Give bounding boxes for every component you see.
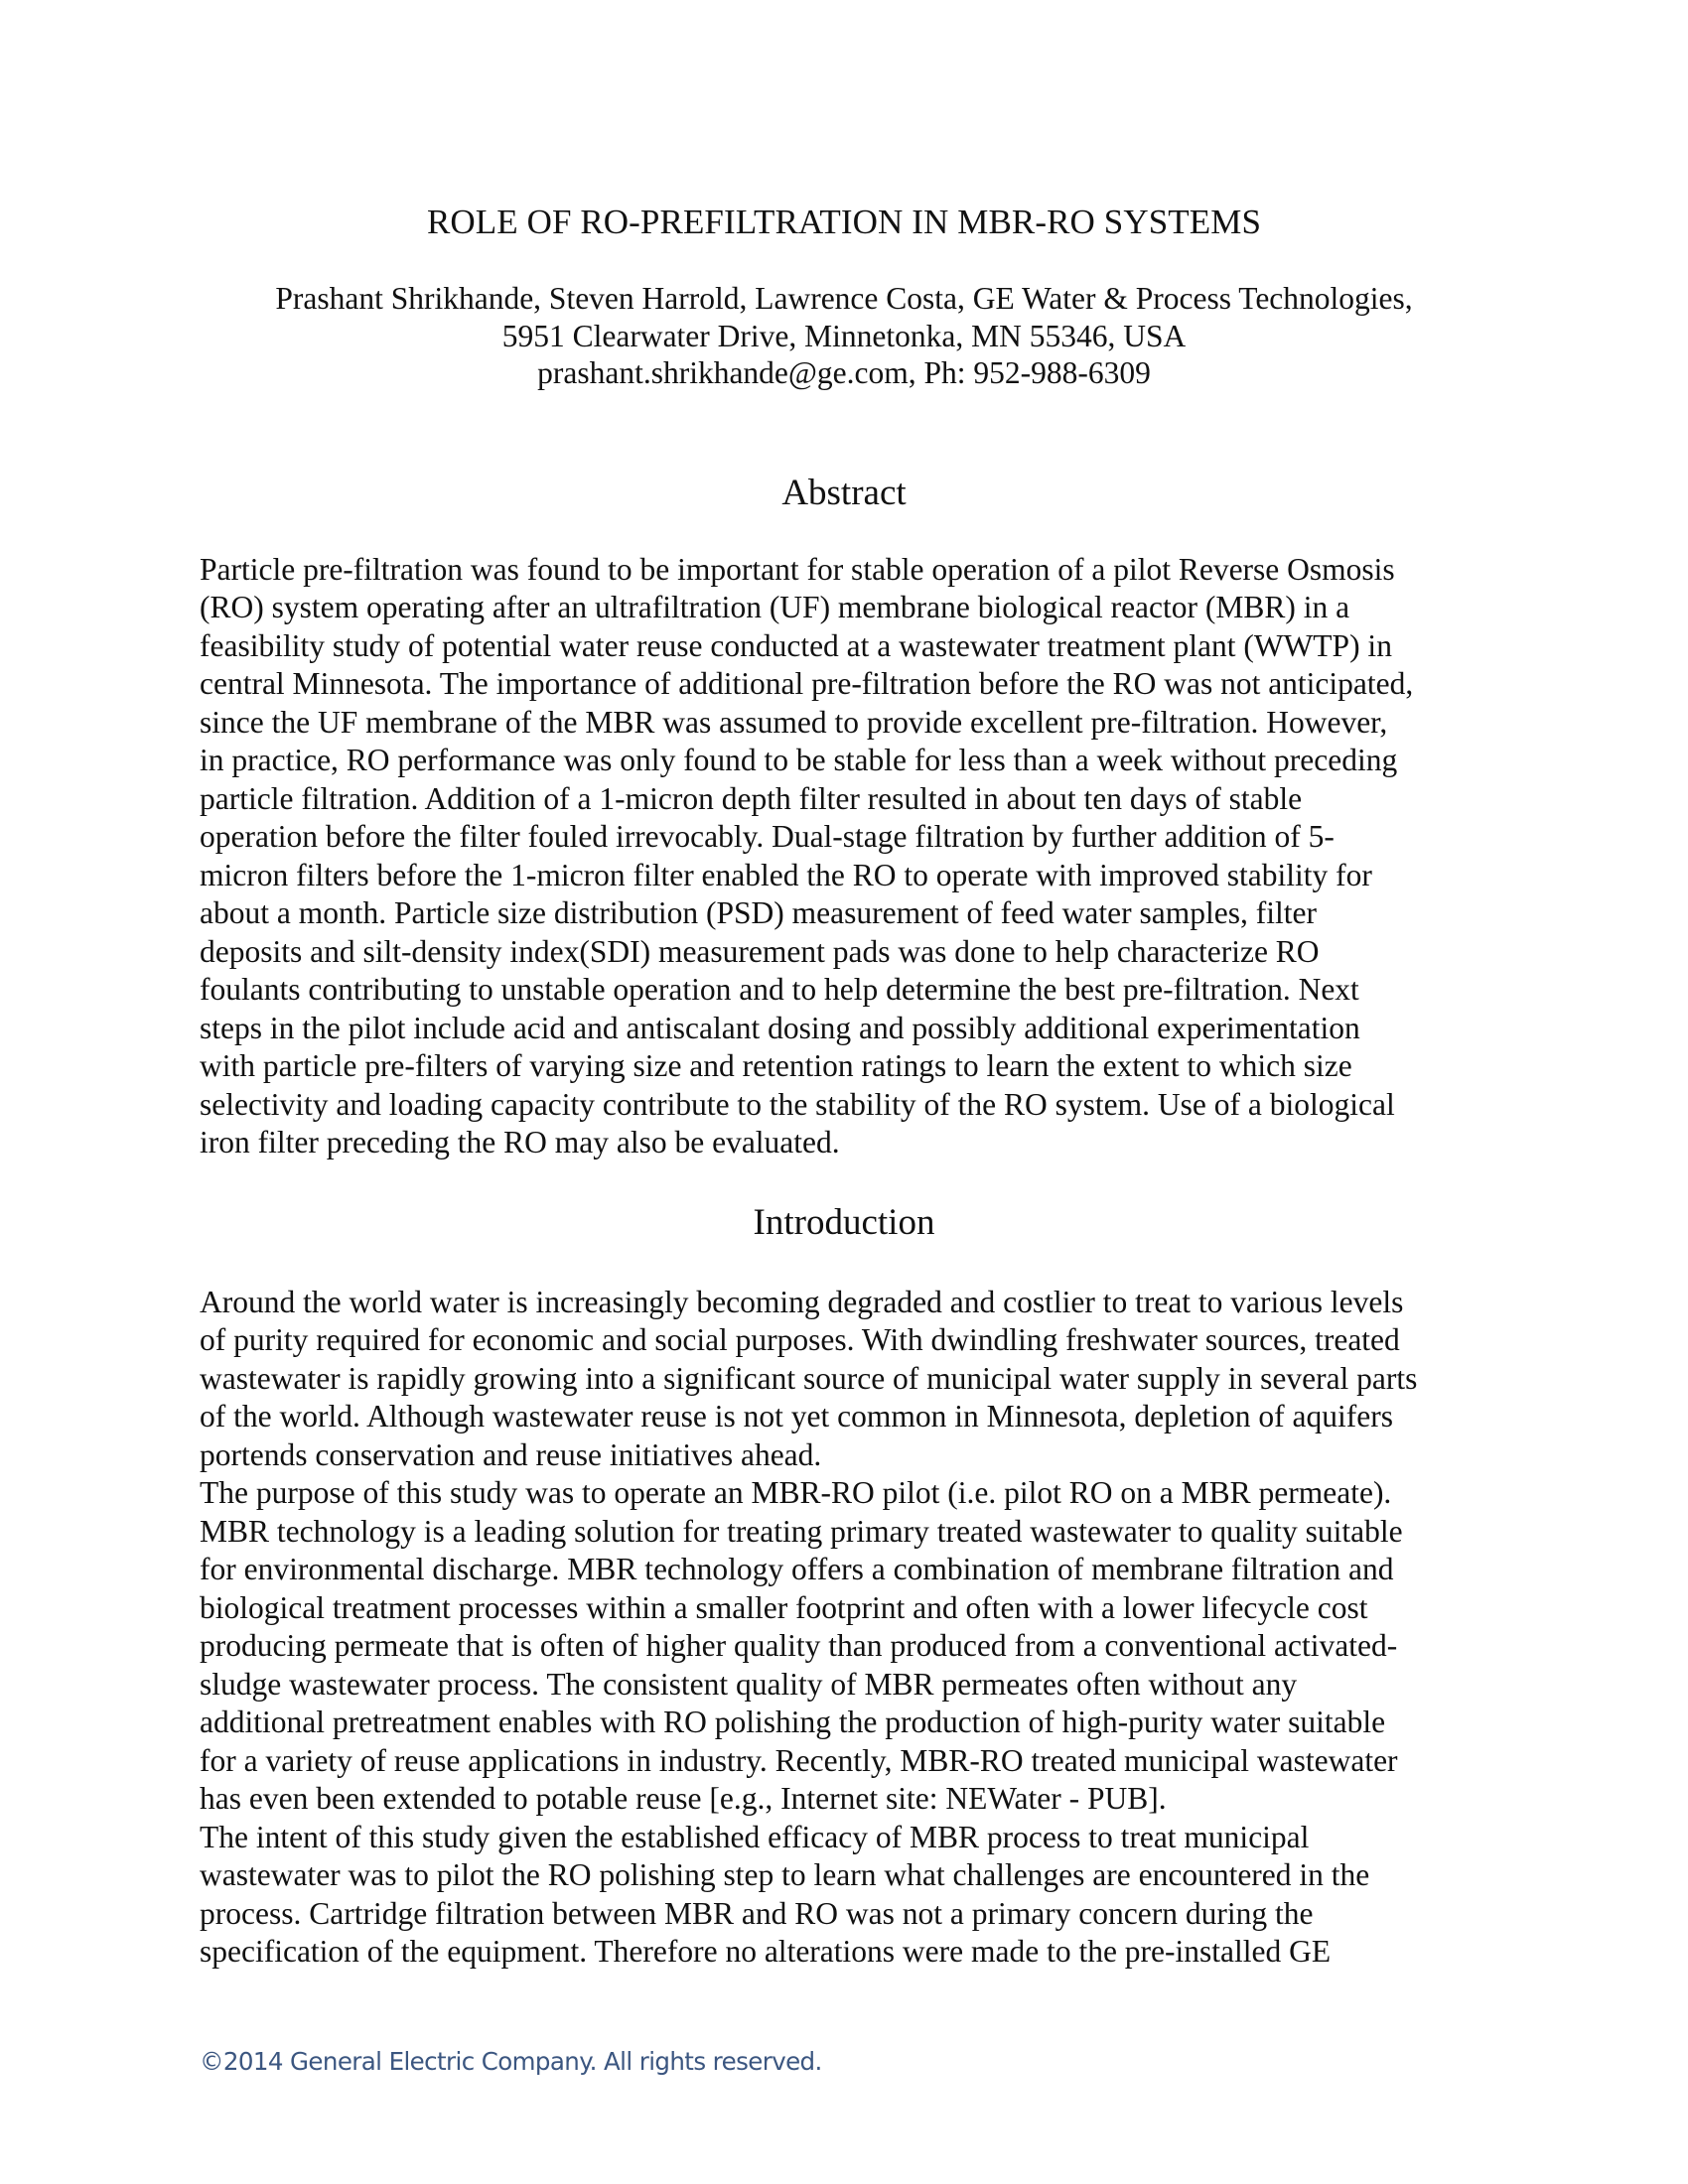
copyright-footer: ©2014 General Electric Company. All rights reserved. [200, 2047, 822, 2076]
introduction-line: MBR technology is a leading solution for treating primary treated wastewater to quality suitable [200, 1513, 1403, 1549]
introduction-line: process. Cartridge filtration between MBR and RO was not a primary concern during the [200, 1895, 1314, 1931]
abstract-line: in practice, RO performance was only found to be stable for less than a week without preceding [200, 743, 1398, 777]
abstract-line: iron filter preceding the RO may also be evaluated. [200, 1125, 840, 1160]
abstract-line: selectivity and loading capacity contribute to the stability of the RO system. Use of a biological [200, 1086, 1395, 1122]
abstract-line: foulants contributing to unstable operation and to help determine the best pre-filtration. Next [200, 972, 1359, 1007]
abstract-line: since the UF membrane of the MBR was assumed to provide excellent pre-filtration. However, [200, 704, 1388, 740]
introduction-line: portends conservation and reuse initiatives ahead. [200, 1436, 822, 1472]
abstract-line: micron filters before the 1-micron filter enabled the RO to operate with improved stability for [200, 857, 1372, 892]
abstract-heading: Abstract [781, 473, 907, 513]
introduction-line: specification of the equipment. Therefore no alterations were made to the pre-installed GE [200, 1934, 1332, 1969]
abstract-line: about a month. Particle size distribution (PSD) measurement of feed water samples, filter [200, 895, 1317, 930]
introduction-heading: Introduction [753, 1202, 935, 1243]
author-address: 5951 Clearwater Drive, Minnetonka, MN 55346, USA [501, 319, 1187, 353]
introduction-line: of the world. Although wastewater reuse is not yet common in Minnesota, depletion of aquifers [200, 1399, 1393, 1433]
introduction-line: for a variety of reuse applications in industry. Recently, MBR-RO treated municipal wastewater [200, 1742, 1398, 1778]
author-contact: prashant.shrikhande@ge.com, Ph: 952-988-6309 [537, 355, 1151, 390]
abstract-line: central Minnesota. The importance of additional pre-filtration before the RO was not anticipated, [200, 666, 1414, 701]
abstract-line: steps in the pilot include acid and antiscalant dosing and possibly additional experimentation [200, 1010, 1360, 1045]
introduction-line: for environmental discharge. MBR technology offers a combination of membrane filtration and [200, 1552, 1394, 1586]
introduction-line: wastewater was to pilot the RO polishing step to learn what challenges are encountered in the [200, 1857, 1370, 1892]
introduction-line: sludge wastewater process. The consistent quality of MBR permeates often without any [200, 1666, 1298, 1702]
introduction-line: The purpose of this study was to operate an MBR-RO pilot (i.e. pilot RO on a MBR permeate). [200, 1475, 1392, 1510]
abstract-line: Particle pre-filtration was found to be important for stable operation of a pilot Reverse Osmosis [200, 551, 1395, 587]
abstract-line: (RO) system operating after an ultrafiltration (UF) membrane biological reactor (MBR) in a [200, 590, 1350, 624]
abstract-line: deposits and silt-density index(SDI) measurement pads was done to help characterize RO [200, 933, 1320, 969]
abstract-line: particle filtration. Addition of a 1-micron depth filter resulted in about ten days of stable [200, 780, 1303, 816]
abstract-line: feasibility study of potential water reuse conducted at a wastewater treatment plant (WWTP) in [200, 627, 1392, 663]
introduction-line: additional pretreatment enables with RO polishing the production of high-purity water suitable [200, 1705, 1386, 1739]
introduction-line: biological treatment processes within a smaller footprint and often with a lower lifecycle cost [200, 1589, 1368, 1625]
introduction-line: Around the world water is increasingly becoming degraded and costlier to treat to various levels [200, 1284, 1404, 1319]
abstract-line: operation before the filter fouled irrevocably. Dual-stage filtration by further addition of 5- [200, 819, 1335, 854]
paper-title: ROLE OF RO-PREFILTRATION IN MBR-RO SYSTEMS [426, 203, 1262, 241]
introduction-line: The intent of this study given the established efficacy of MBR process to treat municipal [200, 1819, 1310, 1854]
introduction-line: producing permeate that is often of higher quality than produced from a conventional activated- [200, 1628, 1398, 1663]
introduction-line: wastewater is rapidly growing into a significant source of municipal water supply in several parts [200, 1360, 1418, 1396]
introduction-line: has even been extended to potable reuse [e.g., Internet site: NEWater - PUB]. [200, 1781, 1167, 1816]
author-names-affiliation: Prashant Shrikhande, Steven Harrold, Lawrence Costa, GE Water & Process Technologies, [275, 281, 1413, 316]
abstract-line: with particle pre-filters of varying size and retention ratings to learn the extent to which size [200, 1048, 1352, 1083]
introduction-line: of purity required for economic and social purposes. With dwindling freshwater sources, treated [200, 1322, 1400, 1357]
